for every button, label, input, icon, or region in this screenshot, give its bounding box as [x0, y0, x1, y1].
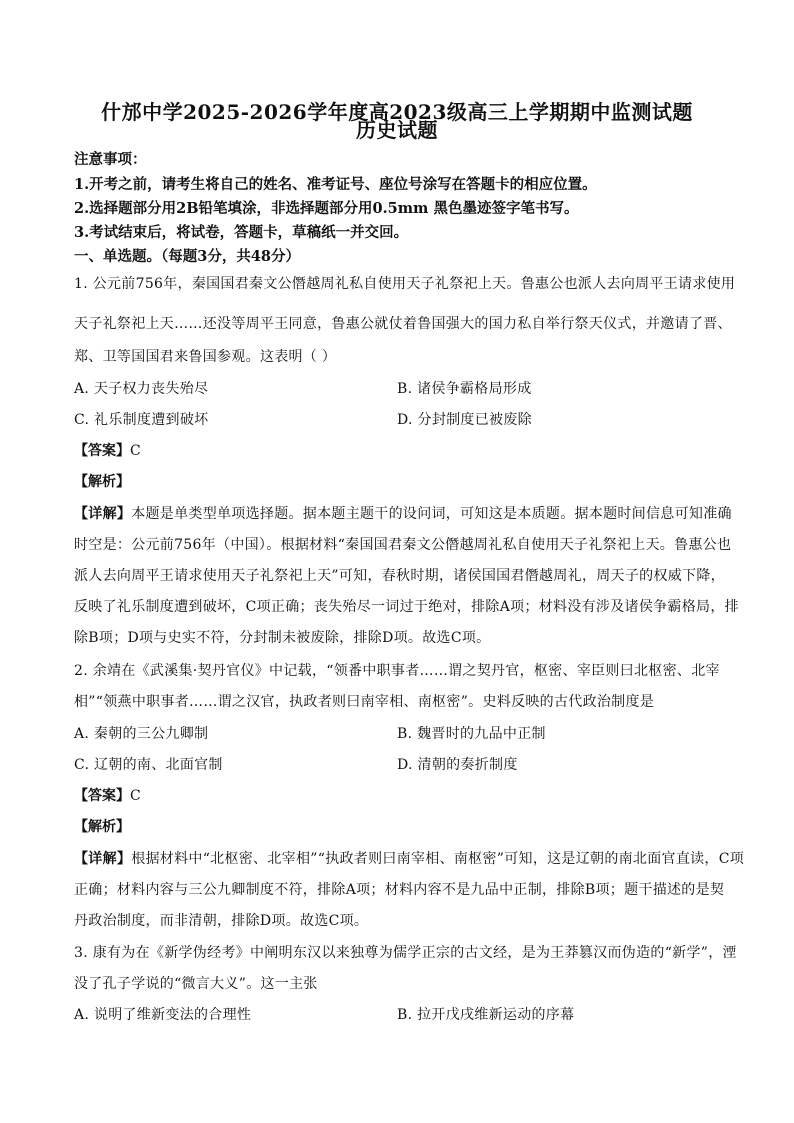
q1-analysis-tag: 【解析】 — [74, 474, 130, 490]
q1-stem-line-3: 郑、卫等国国君来鲁国参观。这表明（ ） — [74, 349, 337, 365]
q1-detail-line-3: 派人去向周平王请求使用天子礼祭祀上天”可知，春秋时期，诸侯国国君僭越周礼，周天子的权威下降， — [74, 568, 725, 584]
q3-stem-line-1: 3. 康有为在《新学伪经考》中阐明东汉以来独尊为儒学正宗的古文经，是为王莽篡汉而伪造的“新学”，湮 — [74, 945, 737, 961]
q2-answer — [74, 785, 141, 805]
q2-option-b: B. 魏晋时的九品中正制 — [397, 726, 546, 742]
q2-option-c: C. 辽朝的南、北面官制 — [74, 757, 223, 773]
q1-detail-line-2: 时空是：公元前756年（中国）。根据材料“秦国国君秦文公僭越周礼私自使用天子礼祭祀上天。鲁惠公也 — [74, 537, 732, 553]
q1-option-b: B. 诸侯争霸格局形成 — [397, 381, 532, 397]
exam-subtitle: 历史试题 — [356, 118, 438, 142]
section-heading: 一、单选题。（每题3分，共48分） — [74, 248, 301, 265]
q2-stem-line-2: 相”“领燕中职事者……谓之汉官，执政者则曰南宰相、南枢密”。史料反映的古代政治制度是 — [74, 694, 655, 710]
answer-tag: 【答案】 — [74, 788, 130, 804]
q2-detail-line-2: 正确；材料内容与三公九卿制度不符，排除A项；材料内容不是九品中正制，排除B项；题干描述的是契 — [74, 882, 725, 898]
q2-option-a: A. 秦朝的三公九卿制 — [74, 726, 209, 742]
q1-detail-line-4: 反映了礼乐制度遭到破坏，C项正确；丧失殆尽一词过于绝对，排除A项；材料没有涉及诸侯争霸格局，排 — [74, 599, 739, 615]
q3-stem-line-2: 没了孔子学说的“微言大义”。这一主张 — [74, 976, 318, 992]
q2-stem-line-1: 2. 余靖在《武溪集·契丹官仪》中记载，“领番中职事者……谓之契丹官，枢密、宰臣则曰北枢密、北宰 — [74, 663, 720, 679]
notes-item-1: 1.开考之前，请考生将自己的姓名、准考证号、座位号涂写在答题卡的相应位置。 — [74, 176, 597, 193]
answer-value: C — [130, 788, 141, 804]
notes-heading: 注意事项： — [74, 151, 147, 168]
answer-tag: 【答案】 — [74, 443, 130, 459]
q2-option-d: D. 清朝的奏折制度 — [397, 757, 518, 773]
detail-text: 根据材料中“北枢密、北宰相”“执政者则曰南宰相、南枢密”可知，这是辽朝的南北面官直读，C项 — [131, 851, 745, 867]
q3-option-a: A. 说明了维新变法的合理性 — [74, 1007, 252, 1023]
q2-analysis-tag: 【解析】 — [74, 819, 130, 835]
q1-stem-line-1: 1. 公元前756年，秦国国君秦文公僭越周礼私自使用天子礼祭祀上天。鲁惠公也派人去向周平王请求使用 — [74, 276, 736, 292]
q3-option-b: B. 拉开戊戌维新运动的序幕 — [397, 1007, 575, 1023]
notes-item-2: 2.选择题部分用2B铅笔填涂，非选择题部分用0.5mm 黑色墨迹签字笔书写。 — [74, 200, 579, 217]
detail-tag: 【详解】 — [74, 851, 132, 867]
q2-detail-line-3: 丹政治制度，而非清朝，排除D项。故选C项。 — [74, 913, 369, 929]
answer-value: C — [130, 443, 141, 459]
exam-title: 什邡中学2025-2026学年度高2023级高三上学期期中监测试题 — [101, 100, 693, 124]
notes-item-3: 3.考试结束后，将试卷，答题卡，草稿纸一并交回。 — [74, 224, 409, 241]
q1-option-d: D. 分封制度已被废除 — [397, 412, 532, 428]
detail-text: 本题是单类型单项选择题。据本题主题干的设问词，可知这是本质题。据本题时间信息可知准确 — [131, 506, 732, 522]
q2-detail-line-1 — [74, 848, 744, 868]
q1-option-a: A. 天子权力丧失殆尽 — [74, 381, 209, 397]
detail-tag: 【详解】 — [74, 506, 132, 522]
q1-answer — [74, 440, 141, 460]
q1-option-c: C. 礼乐制度遭到破坏 — [74, 412, 209, 428]
q1-detail-line-5: 除B项；D项与史实不符，分封制未被废除，排除D项。故选C项。 — [74, 630, 491, 646]
q1-detail-line-1 — [74, 503, 732, 523]
q1-stem-line-2: 天子礼祭祀上天……还没等周平王同意，鲁惠公就仗着鲁国强大的国力私自举行祭天仪式，并邀请了晋、 — [74, 316, 732, 332]
